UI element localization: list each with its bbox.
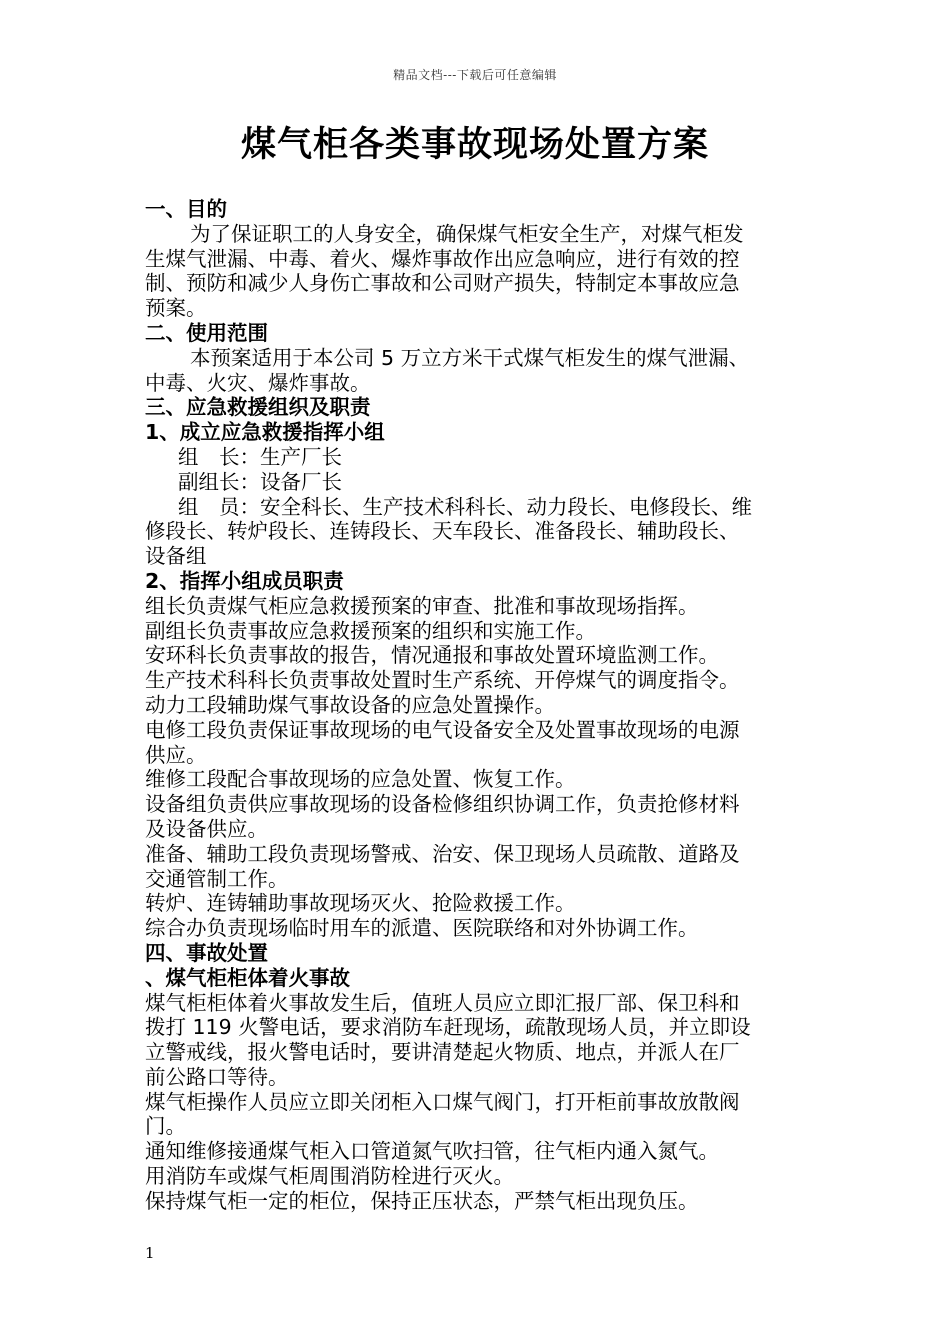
body-line: 前公路口等待。: [145, 1064, 289, 1089]
body-line: 组 员：安全科长、生产技术科科长、动力段长、电修段长、维: [178, 494, 752, 519]
document-title: 煤气柜各类事故现场处置方案: [240, 125, 709, 165]
body-line: 煤气柜柜体着火事故发生后，值班人员应立即汇报厂部、保卫科和: [145, 990, 740, 1015]
page-number: 1: [145, 1244, 155, 1262]
body-line: 组 长：生产厂长: [178, 444, 342, 469]
body-line: 副组长：设备厂长: [178, 469, 342, 494]
body-line: 立警戒线，报火警电话时，要讲清楚起火物质、地点，并派人在厂: [145, 1040, 740, 1065]
body-line: 煤气柜操作人员应立即关闭柜入口煤气阀门，打开柜前事故放散阀: [145, 1089, 740, 1114]
body-line: 安环科长负责事故的报告，情况通报和事故处置环境监测工作。: [145, 643, 719, 668]
body-line: 通知维修接通煤气柜入口管道氮气吹扫管，往气柜内通入氮气。: [145, 1139, 719, 1164]
body-line: 交通管制工作。: [145, 866, 289, 891]
body-line: 转炉、连铸辅助事故现场灭火、抢险救援工作。: [145, 891, 576, 916]
body-line: 设备组: [145, 544, 207, 569]
body-line: 动力工段辅助煤气事故设备的应急处置操作。: [145, 692, 555, 717]
body-line: 预案。: [145, 296, 207, 321]
section-heading: 三、应急救援组织及职责: [145, 395, 371, 420]
body-line: 为了保证职工的人身安全，确保煤气柜安全生产，对煤气柜发: [190, 221, 744, 246]
body-line: 保持煤气柜一定的柜位，保持正压状态，严禁气柜出现负压。: [145, 1188, 699, 1213]
body-line: 设备组负责供应事故现场的设备检修组织协调工作，负责抢修材料: [145, 792, 740, 817]
section-heading: 2、指挥小组成员职责: [145, 568, 344, 593]
section-heading: 、煤气柜柜体着火事故: [145, 965, 350, 990]
header-note: 精品文档---下载后可任意编辑: [393, 68, 557, 82]
body-line: 准备、辅助工段负责现场警戒、治安、保卫现场人员疏散、道路及: [145, 841, 740, 866]
body-line: 电修工段负责保证事故现场的电气设备安全及处置事故现场的电源: [145, 717, 740, 742]
body-line: 组长负责煤气柜应急救援预案的审查、批准和事故现场指挥。: [145, 593, 699, 618]
body-line: 生产技术科科长负责事故处置时生产系统、开停煤气的调度指令。: [145, 668, 740, 693]
body-line: 生煤气泄漏、中毒、着火、爆炸事故作出应急响应，进行有效的控: [145, 246, 740, 271]
body-line: 副组长负责事故应急救援预案的组织和实施工作。: [145, 618, 596, 643]
section-heading: 1、成立应急救援指挥小组: [145, 420, 385, 445]
body-line: 中毒、火灾、爆炸事故。: [145, 370, 371, 395]
body-line: 门。: [145, 1114, 186, 1139]
section-heading: 四、事故处置: [145, 940, 268, 965]
body-line: 供应。: [145, 742, 207, 767]
body-line: 本预案适用于本公司 5 万立方米干式煤气柜发生的煤气泄漏、: [190, 345, 750, 370]
section-heading: 一、目的: [145, 197, 227, 221]
body-line: 拨打 119 火警电话，要求消防车赶现场，疏散现场人员，并立即设: [145, 1015, 751, 1040]
document-body: [145, 197, 810, 1214]
body-line: 及设备供应。: [145, 816, 268, 841]
body-line: 用消防车或煤气柜周围消防栓进行灭火。: [145, 1164, 514, 1189]
body-line: 维修工段配合事故现场的应急处置、恢复工作。: [145, 767, 576, 792]
body-line: 修段长、转炉段长、连铸段长、天车段长、准备段长、辅助段长、: [145, 519, 740, 544]
body-line: 综合办负责现场临时用车的派遣、医院联络和对外协调工作。: [145, 916, 699, 941]
body-line: 制、预防和减少人身伤亡事故和公司财产损失，特制定本事故应急: [145, 271, 740, 296]
section-heading: 二、使用范围: [145, 320, 268, 345]
